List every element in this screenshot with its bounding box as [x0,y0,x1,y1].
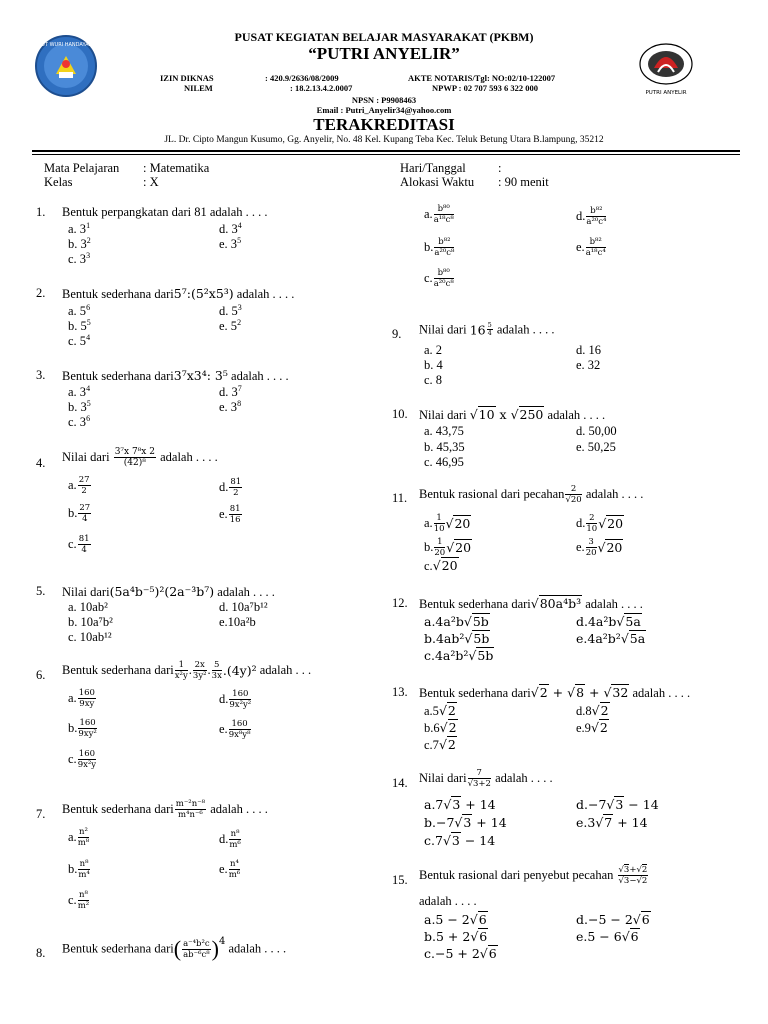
q6-option-b: b. $\frac{160}{\text{9xy²}}$ [68,718,97,739]
address: JL. Dr. Cipto Mangun Kusumo, Gg. Anyelir, No. 48 Kel. Kupang Teba Kec. Teluk Betung Utara B.lampung, 35212 [164,135,604,145]
q1-option-a: a. $3^1$ [68,221,91,237]
q7-option-d: d. $\frac{\text{n⁸}}{\text{m⁶}}$ [219,829,241,850]
q9-option-e: e. 32 [576,358,601,372]
q10-number: 10. [392,407,408,421]
q13-option-e: e.9√2 [576,720,608,735]
q13-option-b: b.6√2 [424,720,457,735]
q14-number: 14. [392,776,408,790]
q7-text: Bentuk sederhana dari $\frac{\text{m⁻²n⁻⁸}}{\text{m⁴n⁻⁶}}$ adalah . . . . [62,799,268,820]
q7-number: 7. [36,807,46,821]
q12-option-c: c.4a²b²√5b [424,648,494,663]
org-name: PUSAT KEGIATAN BELAJAR MASYARAKAT (PKBM) [234,30,534,44]
q3-option-b: b. $3^5$ [68,399,91,415]
q1-text: Bentuk perpangkatan dari 81 adalah . . . . [62,205,268,219]
q12-option-a: a.4a²b√5b [424,614,489,629]
q6-option-d: d. $\frac{160}{\text{9x²y²}}$ [219,689,252,710]
q7-option-a: a. $\frac{\text{n²}}{\text{m⁸}}$ [68,827,90,848]
npwp-label: NPWP : 02 707 593 6 322 000 [432,83,539,93]
q2-text: Bentuk sederhana dari5⁷:(5²x5³) adalah . . . . [62,286,295,301]
q12-option-d: d.4a²b√5a [576,614,641,629]
q1-option-b: b. $3^2$ [68,236,91,252]
header-divider-thin [32,154,740,155]
q6-text: Bentuk sederhana dari $\frac{1}{\text{x²y}}$ . $\frac{2x}{\text{3y²}}$ . $\frac{5}{3x}$ .(4y)² adalah . . . [62,660,312,681]
q1-option-d: d. $3^4$ [219,221,242,237]
q14-option-b: b.−7√3 + 14 [424,815,507,830]
q9-text: Nilai dari 16 $\frac{5}{4}$ adalah . . . . [419,321,555,338]
q4-number: 4. [36,456,46,470]
q12-option-e: e.4a²b²√5a [576,631,646,646]
header-divider-thick [32,150,740,152]
q10-option-c: c. 46,95 [424,455,464,469]
q9-option-c: c. 8 [424,373,443,387]
q4-option-d: d. $\frac{81}{2}$ [219,477,242,498]
q10-option-b: b. 45,35 [424,440,465,454]
q5-option-b: b. 10a⁷b² [68,615,113,629]
hari-label: Hari/Tanggal [400,161,466,175]
q11-option-a: a. $\frac{1}{10}$ √20 [424,513,471,534]
kelas-label: Kelas [44,175,73,189]
q2-option-d: d. $5^3$ [219,303,242,319]
q15-text: Bentuk rasional dari penyebut pecahan $\frac{√3+√2}{√3-√2}$ [419,865,648,886]
q15-option-e: e.5 − 6√6 [576,929,639,944]
q6-number: 6. [36,668,46,682]
kelas-value: : X [143,175,159,189]
q5-text: Nilai dari(5a⁴b⁻⁵)²(2a⁻³b⁷) adalah . . . . [62,584,275,599]
q10-option-d: d. 50,00 [576,424,617,438]
q2-option-c: c. $5^4$ [68,333,91,349]
nilem-value: : 18.2.13.4.2.0007 [290,83,353,93]
q1-option-c: c. $3^3$ [68,251,91,267]
q11-option-d: d. $\frac{2}{10}$ √20 [576,513,624,534]
q11-option-b: b. $\frac{1}{20}$ √20 [424,537,472,558]
q9-option-a: a. 2 [424,343,443,357]
q4-text: Nilai dari $\frac{\text{3⁷x 7⁸x 2}}{\text{(42)⁸}}$ adalah . . . . [62,447,218,468]
q8-text: Bentuk sederhana dari( $\frac{\text{a⁻⁴b²c}}{\text{ab⁻⁶c⁸}}$ )$^4$ adalah . . . . [62,936,287,961]
q13-text: Bentuk sederhana dari√2 + √8 + √32 adalah . . . . [419,685,691,700]
mapel-label: Mata Pelajaran [44,161,120,175]
q8-option-c: c. $\frac{\text{b⁸⁰}}{\text{a²⁰c⁸}}$ [424,268,454,289]
q1-number: 1. [36,205,46,219]
q8-option-e: e. $\frac{\text{b⁸²}}{\text{a¹⁸c⁴}}$ [576,237,606,258]
q4-option-c: c. $\frac{81}{4}$ [68,534,90,555]
q6-option-a: a. $\frac{160}{9xy}$ [68,688,95,709]
q7-option-e: e. $\frac{\text{n⁴}}{\text{m⁶}}$ [219,859,241,880]
q3-option-d: d. $3^7$ [219,384,242,400]
q10-option-e: e. 50,25 [576,440,616,454]
q11-option-c: c.√20 [424,558,458,573]
q6-option-c: c. $\frac{160}{\text{9x²y}}$ [68,749,97,770]
q8-number: 8. [36,946,46,960]
q3-option-c: c. $3^6$ [68,414,91,430]
q13-option-a: a.5√2 [424,703,456,718]
akte-label: AKTE NOTARIS/Tgl: NO:02/10-122007 [408,73,556,83]
q8-option-d: d. $\frac{\text{b⁸²}}{\text{a²⁰c⁴}}$ [576,206,607,227]
q15-text-cont: adalah . . . . [419,894,477,908]
q9-option-b: b. 4 [424,358,443,372]
q5-option-e: e.10a²b [219,615,256,629]
q2-option-a: a. $5^6$ [68,303,91,319]
q9-option-d: d. 16 [576,343,601,357]
q13-number: 13. [392,685,408,699]
q15-number: 15. [392,873,408,887]
q2-option-e: e. $5^2$ [219,318,242,334]
q5-number: 5. [36,584,46,598]
q14-option-a: a.7√3 + 14 [424,797,496,812]
izin-label: IZIN DIKNAS [160,73,214,83]
q9-number: 9. [392,327,402,341]
nilem-label: NILEM [184,83,213,93]
q14-option-c: c.7√3 − 14 [424,833,496,848]
mapel-value: : Matematika [143,161,210,175]
q3-option-a: a. $3^4$ [68,384,91,400]
npsn: NPSN : P9908463 [351,95,417,105]
email: Email : Putri_Anyelir34@yahoo.com [316,105,452,115]
q7-option-b: b. $\frac{\text{n⁸}}{\text{m⁴}}$ [68,859,90,880]
q4-option-a: a. $\frac{27}{2}$ [68,475,90,496]
q14-option-e: e.3√7 + 14 [576,815,648,830]
hari-value: : [498,161,502,175]
q8-option-b: b. $\frac{\text{b⁸²}}{\text{a²⁰c⁸}}$ [424,237,455,258]
q5-option-c: c. 10ab¹² [68,630,112,644]
q11-option-e: e. $\frac{3}{20}$ √20 [576,537,623,558]
q13-option-c: c.7√2 [424,737,456,752]
izin-value: : 420.9/2636/08/2009 [265,73,339,83]
q10-option-a: a. 43,75 [424,424,464,438]
accreditation-status: TERAKREDITASI [313,115,455,134]
q4-option-e: e. $\frac{81}{16}$ [219,504,241,525]
q3-number: 3. [36,368,46,382]
school-name: “PUTRI ANYELIR” [308,44,460,63]
q5-option-a: a. 10ab² [68,600,108,614]
q8-option-a: a. $\frac{\text{b⁸⁰}}{\text{a¹⁸c⁸}}$ [424,204,454,225]
q3-text: Bentuk sederhana dari3⁷x3⁴: 3⁵ adalah . . . . [62,368,289,383]
q13-option-d: d.8√2 [576,703,609,718]
q7-option-c: c. $\frac{\text{n⁸}}{\text{m²}}$ [68,890,90,911]
logo-left-text: TUT WURI HANDAYANI [38,42,94,48]
q12-text: Bentuk sederhana dari√80a⁴b³ adalah . . . . [419,596,643,611]
q3-option-e: e. $3^8$ [219,399,242,415]
q12-option-b: b.4ab²√5b [424,631,490,646]
q2-number: 2. [36,286,46,300]
q15-option-b: b.5 + 2√6 [424,929,488,944]
q12-number: 12. [392,596,408,610]
q15-option-a: a.5 − 2√6 [424,912,487,927]
q14-text: Nilai dari $\frac{7}{√3+2}$ adalah . . . . [419,768,553,789]
q5-option-d: d. 10a⁷b¹² [219,600,268,614]
q14-option-d: d.−7√3 − 14 [576,797,659,812]
q11-text: Bentuk rasional dari pecahan $\frac{2}{√20}$ adalah . . . . [419,484,644,505]
q4-option-b: b. $\frac{27}{4}$ [68,503,91,524]
q10-text: Nilai dari √10 x √250 adalah . . . . [419,407,606,422]
q11-number: 11. [392,491,408,505]
logo-right-text: PUTRI ANYELIR [645,90,687,96]
q1-option-e: e. $3^5$ [219,236,242,252]
waktu-value: : 90 menit [498,175,549,189]
q2-option-b: b. $5^5$ [68,318,91,334]
q15-option-c: c.−5 + 2√6 [424,946,497,961]
waktu-label: Alokasi Waktu [400,175,475,189]
q15-option-d: d.−5 − 2√6 [576,912,650,927]
q6-option-e: e. $\frac{160}{\text{9x⁸y⁸}}$ [219,719,251,740]
